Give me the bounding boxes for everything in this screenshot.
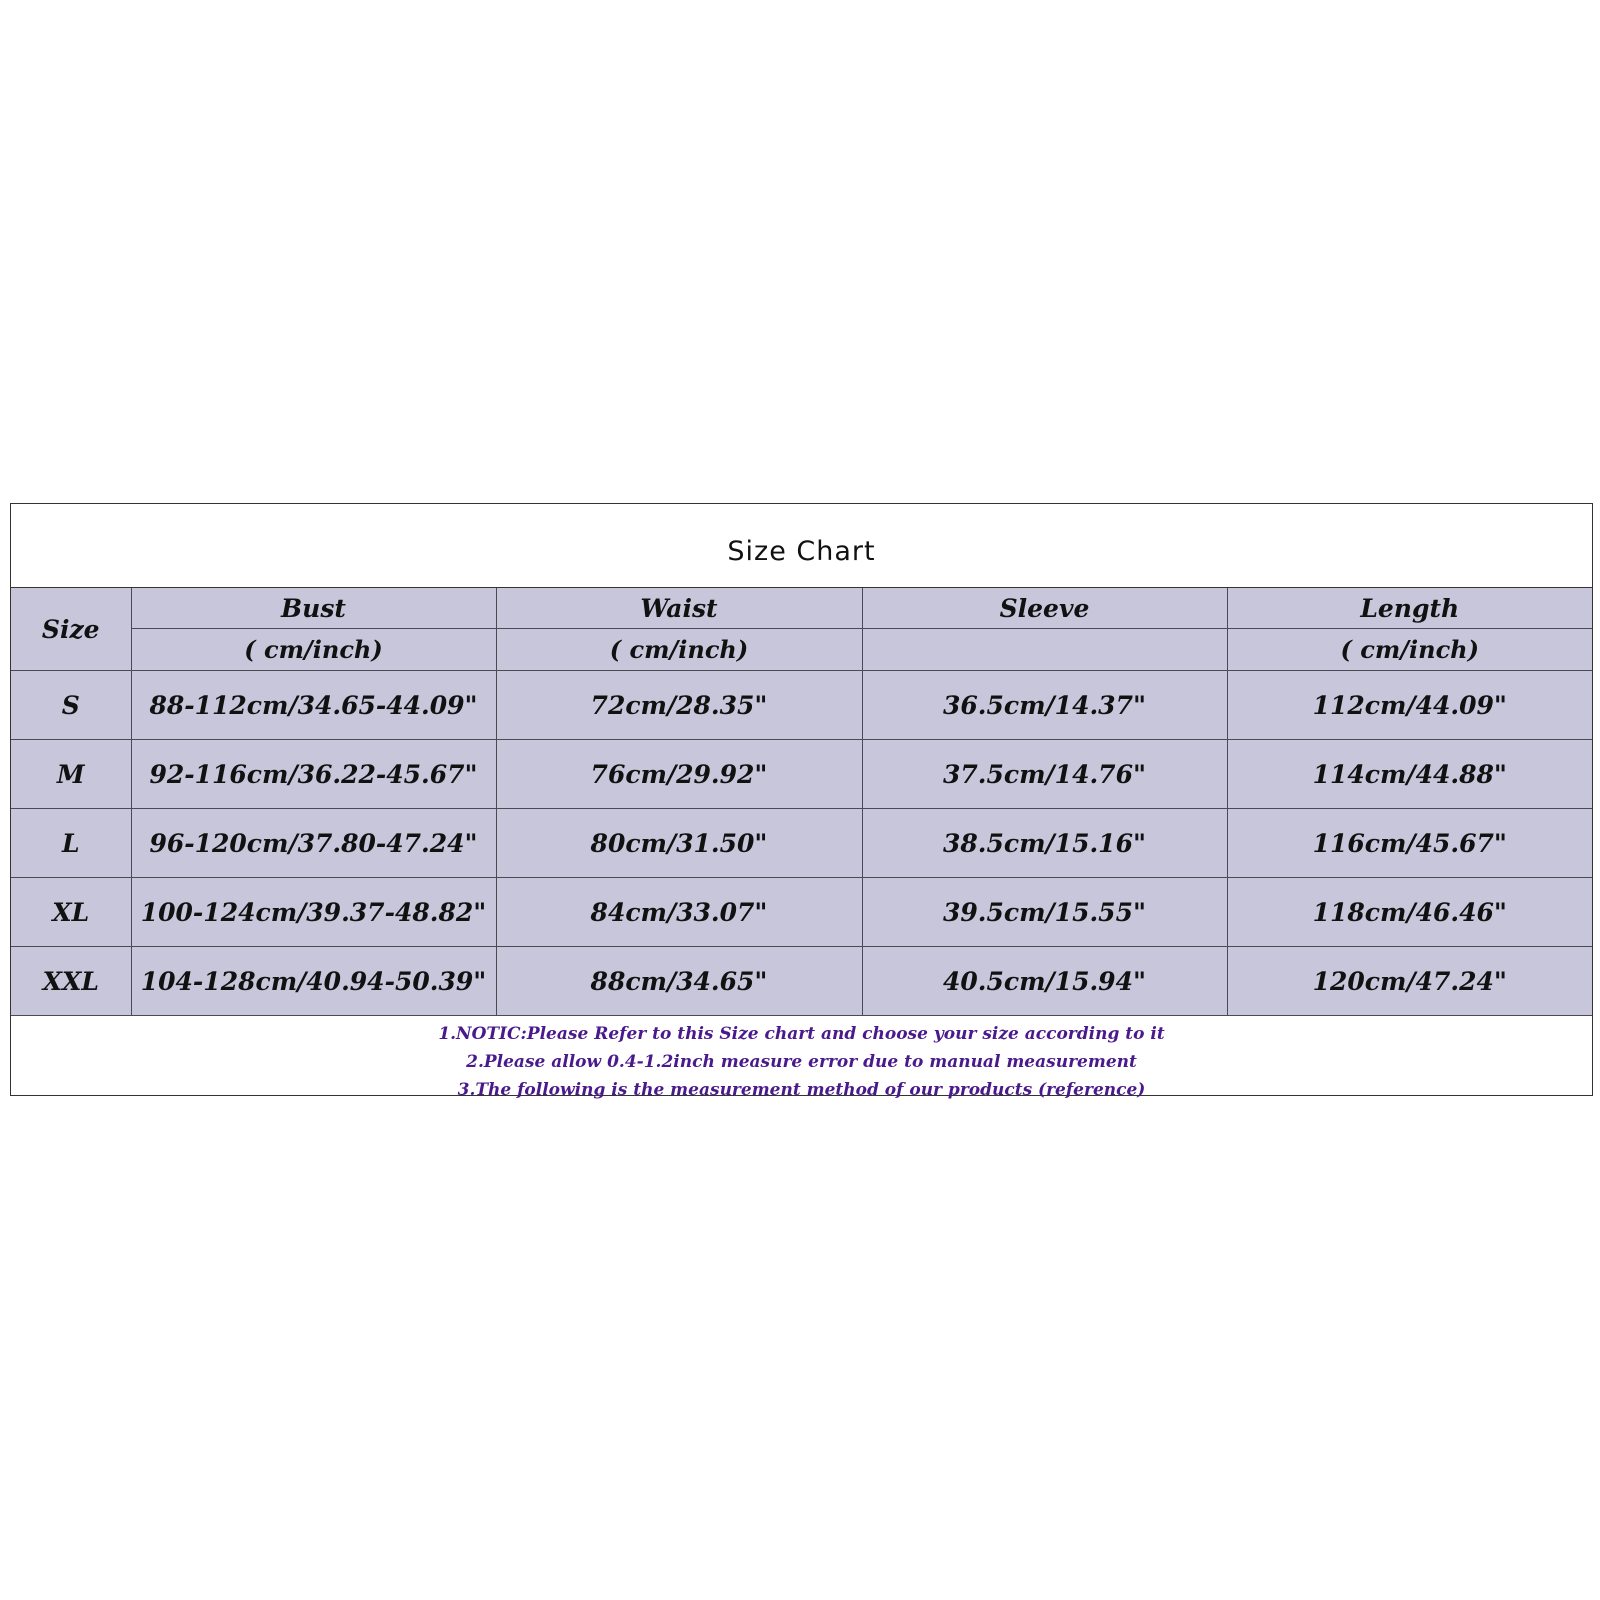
note-line: 1.NOTIC:Please Refer to this Size chart and choose your size according to it xyxy=(438,1023,1165,1044)
length-value: 118cm/46.46" xyxy=(1227,878,1592,947)
table-row xyxy=(11,878,1592,947)
bust-value: 92-116cm/36.22-45.67" xyxy=(131,740,496,809)
bust-value: 88-112cm/34.65-44.09" xyxy=(131,671,496,740)
note-line: 2.Please allow 0.4-1.2inch measure error due to manual measurement xyxy=(466,1051,1137,1072)
column-header-bust: Bust xyxy=(131,588,496,629)
title-row xyxy=(11,504,1592,588)
table-row xyxy=(11,671,1592,740)
column-header-size: Size xyxy=(11,588,131,671)
notes-section xyxy=(11,1016,1592,1108)
sleeve-value: 38.5cm/15.16" xyxy=(862,809,1227,878)
size-label: XL xyxy=(11,878,131,947)
column-unit-waist: ( cm/inch) xyxy=(496,629,862,671)
bust-value: 104-128cm/40.94-50.39" xyxy=(131,947,496,1016)
sleeve-value: 37.5cm/14.76" xyxy=(862,740,1227,809)
size-label: S xyxy=(11,671,131,740)
sleeve-value: 40.5cm/15.94" xyxy=(862,947,1227,1016)
size-chart xyxy=(10,503,1593,1100)
length-value: 112cm/44.09" xyxy=(1227,671,1592,740)
table-row xyxy=(11,947,1592,1016)
size-table xyxy=(11,588,1592,1016)
note-line: 3.The following is the measurement method of our products (reference) xyxy=(457,1079,1146,1100)
size-label: L xyxy=(11,809,131,878)
column-unit-bust: ( cm/inch) xyxy=(131,629,496,671)
table-row xyxy=(11,809,1592,878)
column-header-length: Length xyxy=(1227,588,1592,629)
column-unit-sleeve xyxy=(862,629,1227,671)
waist-value: 84cm/33.07" xyxy=(496,878,862,947)
length-value: 120cm/47.24" xyxy=(1227,947,1592,1016)
column-header-waist: Waist xyxy=(496,588,862,629)
column-header-sleeve: Sleeve xyxy=(862,588,1227,629)
length-value: 114cm/44.88" xyxy=(1227,740,1592,809)
table-row xyxy=(11,740,1592,809)
waist-value: 80cm/31.50" xyxy=(496,809,862,878)
bust-value: 100-124cm/39.37-48.82" xyxy=(131,878,496,947)
column-unit-length: ( cm/inch) xyxy=(1227,629,1592,671)
waist-value: 76cm/29.92" xyxy=(496,740,862,809)
page-title: Size Chart xyxy=(727,536,876,567)
length-value: 116cm/45.67" xyxy=(1227,809,1592,878)
bust-value: 96-120cm/37.80-47.24" xyxy=(131,809,496,878)
size-label: XXL xyxy=(11,947,131,1016)
size-label: M xyxy=(11,740,131,809)
waist-value: 88cm/34.65" xyxy=(496,947,862,1016)
sleeve-value: 39.5cm/15.55" xyxy=(862,878,1227,947)
header-row-units xyxy=(11,629,1592,671)
sleeve-value: 36.5cm/14.37" xyxy=(862,671,1227,740)
header-row-names xyxy=(11,588,1592,629)
waist-value: 72cm/28.35" xyxy=(496,671,862,740)
